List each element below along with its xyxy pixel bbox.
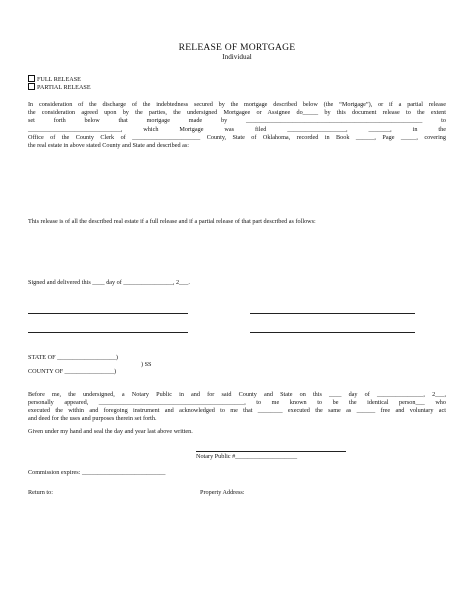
document-subtitle: Individual [222,53,252,61]
paragraph-line: In consideration of the discharge of the indebtedness secured by the mortgage described below (the “Mortgage”), or if a partial release [28,101,446,108]
paragraph-line: executed the within and foregoing instrument and acknowledged to me that ________ executed the same as ______ free and voluntary act [28,407,446,414]
signature-line-3[interactable] [28,332,188,333]
paragraph-line: Office of the County Clerk of ______________________ County, State of Oklahoma, recorded in Book ______, Page _____, covering [28,134,446,141]
paragraph-line: and deed for the uses and purposes therein set forth. [28,415,157,422]
paragraph-line: personally appeared, _______________________________________________, to me known to be the identical person___ who [28,399,446,406]
full-release-checkbox[interactable] [28,75,35,82]
notary-signature-line[interactable] [196,451,346,452]
paragraph-line: the consideration agreed upon by the parties, the undersigned Mortgagee or Assignee do_____ by this document release to the extent [28,109,446,116]
full-release-label: FULL RELEASE [36,76,81,84]
property-address-label: Property Address: [200,489,245,496]
state-of-field[interactable]: STATE OF ___________________) [28,354,118,361]
paragraph-line: Before me, the undersigned, a Notary Public in and for said County and State on this ____ day of _______________, 2___, [28,391,446,398]
partial-release-description: This release is of all the described real estate if a full release and if a partial release of that part described as follows: [28,218,316,225]
ss-label: ) SS [141,361,152,368]
signed-delivered-line: Signed and delivered this ____ day of ________________, 2___. [28,279,190,286]
notary-public-field[interactable]: Notary Public #____________________ [196,453,298,460]
paragraph-line: the real estate in above stated County and State and described as: [28,142,189,149]
partial-release-option[interactable] [28,83,91,92]
partial-release-checkbox[interactable] [28,83,35,90]
signature-line-4[interactable] [250,332,415,333]
partial-release-label: PARTIAL RELEASE [36,84,91,92]
paragraph-line: ______________________________, which Mortgage was filed ___________________, _______, in the [28,126,446,133]
paragraph-line: set forth below that mortgage made by _________________________________________________________ to [28,117,446,124]
document-title: RELEASE OF MORTGAGE [178,42,296,53]
signature-line-1[interactable] [28,313,188,314]
commission-expires-field[interactable]: Commission expires: ___________________________ [28,469,166,476]
county-of-field[interactable]: COUNTY OF ________________) [28,368,117,375]
signature-line-2[interactable] [250,313,415,314]
return-to-label: Return to: [28,489,53,496]
given-under-hand-text: Given under my hand and seal the day and year last above written. [28,428,193,435]
